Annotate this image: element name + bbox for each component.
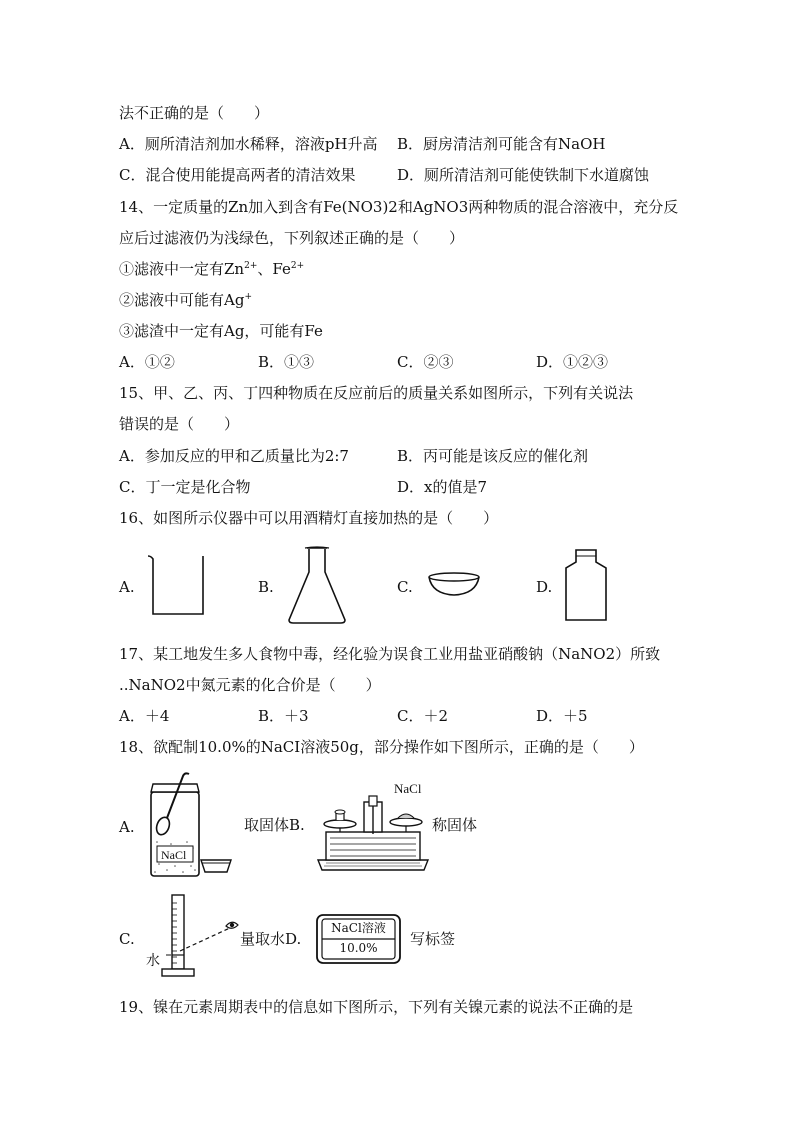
q14-statement-2 xyxy=(119,290,252,310)
q17-stem-line2: ..NaNO2中氮元素的化合价是（ ） xyxy=(119,676,381,694)
q13-option-b: B．厨房清洁剂可能含有NaOH xyxy=(397,135,606,153)
q16-option-c: C. xyxy=(397,578,413,596)
q14-s1-text: ①滤液中一定有Zn xyxy=(119,260,245,278)
balance-nacl-label: NaCl xyxy=(394,781,422,796)
q14-s1-mid: 、Fe xyxy=(257,260,291,278)
tag-line-solution-name: NaCl溶液 xyxy=(331,921,386,935)
q13-option-d: D．厕所清洁剂可能使铁制下水道腐蚀 xyxy=(397,166,650,184)
water-label: 水 xyxy=(146,953,160,969)
q14-stem-line2: 应后过滤液仍为浅绿色，下列叙述正确的是（ ） xyxy=(119,229,465,247)
q14-option-b: B．①③ xyxy=(258,353,315,371)
q15-option-d: D．x的值是7 xyxy=(397,478,488,496)
q13-option-a: A．厕所清洁剂加水稀释，溶液pH升高 xyxy=(119,135,378,153)
q17-stem-line1: 17、某工地发生多人食物中毒，经化验为误食工业用盐亚硝酸钠（NaNO2）所致 xyxy=(119,645,661,663)
q14-option-c: C．②③ xyxy=(397,353,454,371)
q18-option-a: A. xyxy=(119,818,135,836)
graduated-cylinder-icon xyxy=(150,893,240,979)
q14-stem-line1: 14、一定质量的Zn加入到含有Fe(NO3)2和AgNO3两种物质的混合溶液中，充分反 xyxy=(119,198,679,216)
q17-option-c: C．＋2 xyxy=(397,707,449,725)
q17-option-d: D．＋5 xyxy=(536,707,588,725)
q13-option-c: C．混合使用能提高两者的清洁效果 xyxy=(119,166,356,184)
q16-option-b: B. xyxy=(258,578,274,596)
q14-statement-3: ③滤渣中一定有Ag，可能有Fe xyxy=(119,322,323,340)
tag-line-concentration: 10.0% xyxy=(339,941,378,955)
q15-stem-line2: 错误的是（ ） xyxy=(119,415,240,433)
q18-text-d: 写标签 xyxy=(410,930,456,948)
q18-text-c: 量取水D. xyxy=(240,930,302,948)
q18-stem: 18、欲配制10.0%的NaCI溶液50g，部分操作如下图所示，正确的是（ ） xyxy=(119,738,644,756)
evaporating-dish-icon xyxy=(426,570,482,598)
q15-stem-line1: 15、甲、乙、丙、丁四种物质在反应前后的质量关系如图所示，下列有关说法 xyxy=(119,384,634,402)
q18-text-a: 取固体B. xyxy=(244,816,305,834)
conical-flask-icon xyxy=(285,546,349,626)
q15-option-b: B．丙可能是该反应的催化剂 xyxy=(397,447,589,465)
q14-s2-charge: + xyxy=(244,292,252,302)
q14-option-a: A．①② xyxy=(119,353,175,371)
nacl-bottle-label: NaCl xyxy=(161,848,187,862)
q16-option-d: D. xyxy=(536,578,553,596)
q13-stem-tail: 法不正确的是（ ） xyxy=(119,104,270,122)
q14-s2-text: ②滤液中可能有Ag xyxy=(119,291,245,309)
q15-option-a: A．参加反应的甲和乙质量比为2:7 xyxy=(119,447,349,465)
q14-s1-charge1: 2+ xyxy=(244,261,258,271)
q14-s1-charge2: 2+ xyxy=(290,261,305,271)
q19-stem: 19、镍在元素周期表中的信息如下图所示，下列有关镍元素的说法不正确的是 xyxy=(119,998,634,1016)
nacl-bottle-with-spoon-icon xyxy=(145,772,237,880)
q18-text-b: 称固体 xyxy=(432,816,478,834)
q14-statement-1 xyxy=(119,259,304,279)
q16-stem: 16、如图所示仪器中可以用酒精灯直接加热的是（ ） xyxy=(119,509,499,527)
q15-option-c: C．丁一定是化合物 xyxy=(119,478,251,496)
q17-option-b: B．＋3 xyxy=(258,707,309,725)
q16-option-a: A. xyxy=(119,578,135,596)
q18-option-c: C. xyxy=(119,930,135,948)
balance-scale-icon xyxy=(316,794,430,872)
beaker-icon xyxy=(145,552,215,618)
reagent-bottle-icon xyxy=(560,548,612,624)
q14-option-d: D．①②③ xyxy=(536,353,609,371)
q17-option-a: A．＋4 xyxy=(119,707,170,725)
